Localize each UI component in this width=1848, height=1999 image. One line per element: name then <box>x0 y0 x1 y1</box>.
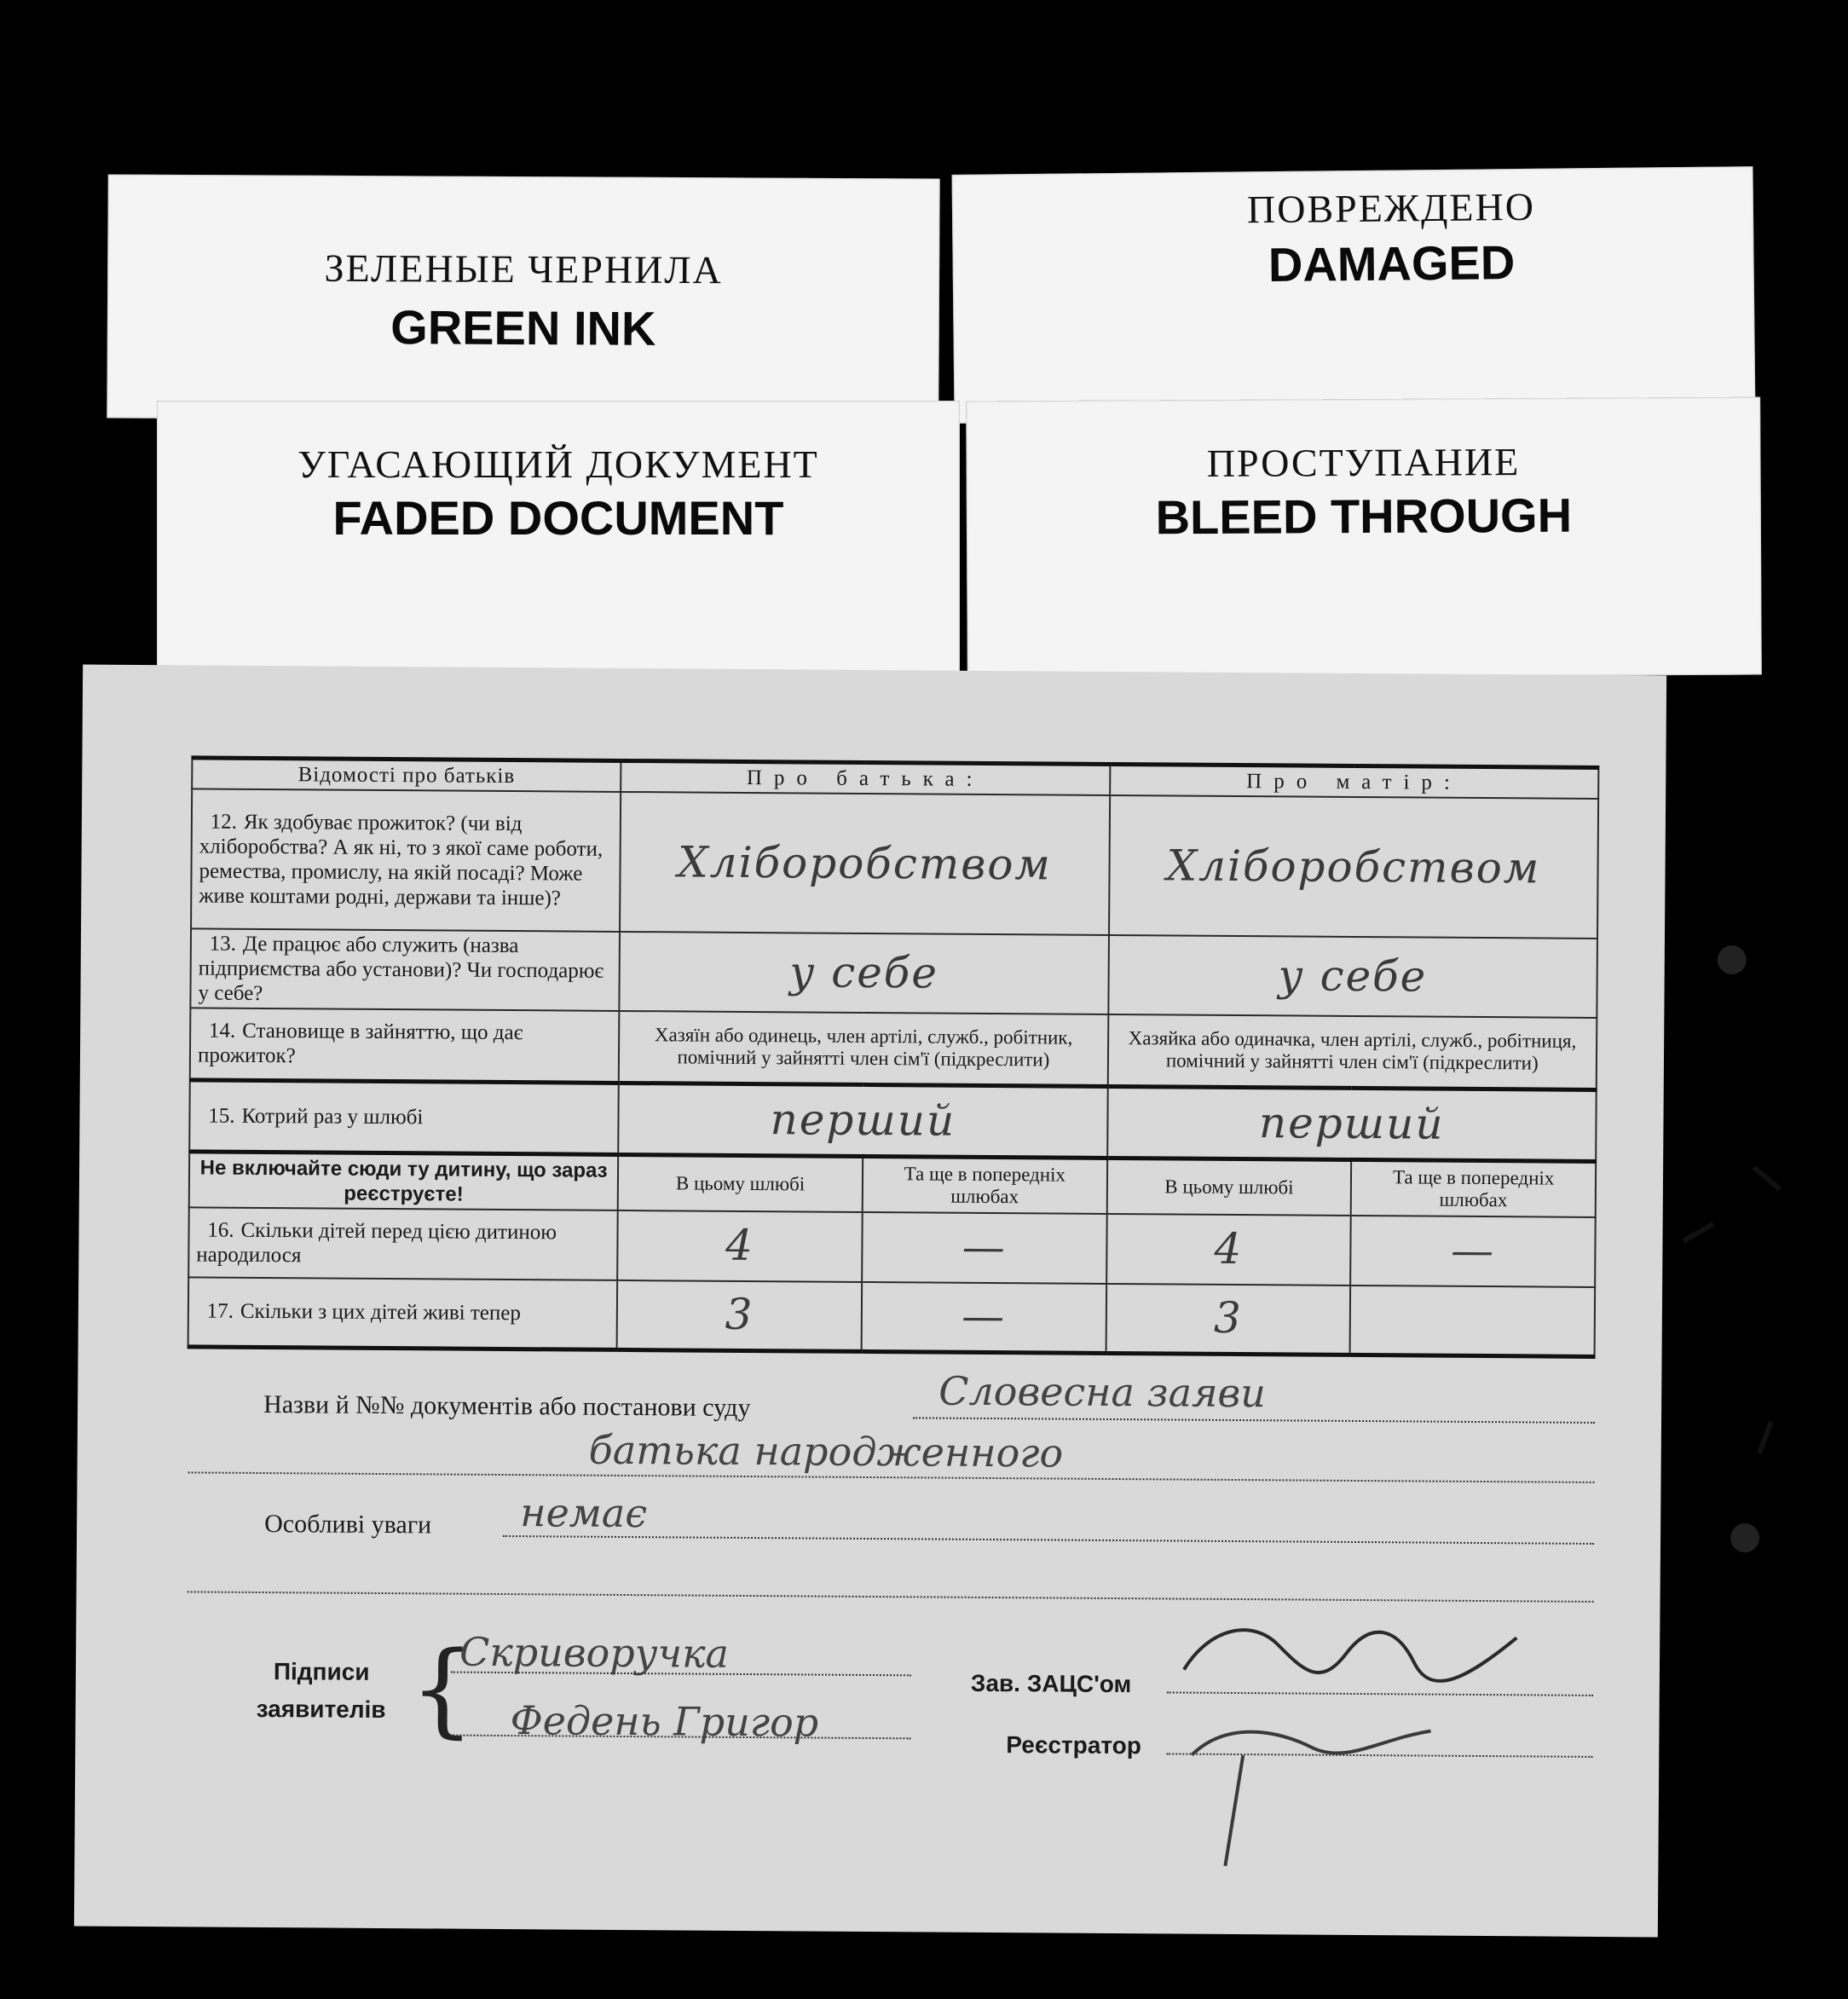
father-this-marriage-header: В цьому шлюбі <box>618 1154 863 1211</box>
father-previous-marriages-header: Та ще в попередніх шлюбах <box>863 1156 1107 1213</box>
answer-16-father-this: 4 <box>617 1210 862 1281</box>
documents-line-1 <box>913 1417 1595 1424</box>
damage-tear <box>1757 1421 1774 1455</box>
documents-value-line1: Словесна заяви <box>938 1367 1267 1417</box>
green-ink-label-ru: ЗЕЛЕНЫЕ ЧЕРНИЛА <box>324 246 723 292</box>
mother-this-marriage-header: В цьому шлюбі <box>1106 1158 1351 1215</box>
answer-13-mother: у себе <box>1108 935 1597 1018</box>
faded-label-ru: УГАСАЮЩИЙ ДОКУМЕНТ <box>297 442 819 486</box>
children-warning: Не включайте сюди ту дитину, що зараз реєструєте! <box>189 1151 619 1210</box>
damage-hole <box>1730 1523 1759 1552</box>
registrar-signature-scrawl <box>1174 1704 1464 1876</box>
answer-16-mother-this: 4 <box>1106 1213 1351 1285</box>
remarks-line-1 <box>503 1535 1594 1545</box>
table-row-q13 <box>190 928 1597 1018</box>
children-header-row <box>189 1151 1596 1216</box>
question-14: 14. Становище в зайняттю, що дає прожиток? <box>190 1008 620 1083</box>
answer-17-father-this: 3 <box>617 1280 862 1351</box>
damaged-label-card <box>951 166 1755 424</box>
documents-label: Назви й №№ документів або постанови суду <box>263 1390 751 1423</box>
damage-tear <box>1683 1222 1715 1243</box>
bleed-label-ru: ПРОСТУПАНИЕ <box>1206 440 1521 485</box>
head-signature-scrawl <box>1175 1610 1534 1707</box>
question-12: 12. Як здобуває прожиток? (чи від хліборобства? А як ні, то з якої саме роботи, ремества, промислу, на якій посаді? Може живе коштами родні, держави та інше)? <box>191 789 621 932</box>
answer-17-mother-prev <box>1350 1285 1595 1356</box>
brace-icon: { <box>409 1630 476 1749</box>
table-row-q15 <box>189 1079 1597 1161</box>
table-row-q14 <box>190 1008 1597 1089</box>
question-15: 15. Котрий раз у шлюбі <box>189 1079 619 1154</box>
answer-12-father: Хліборобством <box>620 792 1110 935</box>
parents-info-table <box>188 755 1600 1359</box>
answer-17-father-prev: — <box>862 1281 1106 1353</box>
green-ink-label-card <box>107 174 939 422</box>
faded-label-en: FADED DOCUMENT <box>332 491 784 545</box>
answer-13-father: у себе <box>620 932 1109 1014</box>
applicants-signature-label-1: Підписи <box>273 1658 370 1685</box>
damaged-label-en: DAMAGED <box>1268 235 1516 292</box>
table-row-q17 <box>188 1277 1596 1357</box>
registration-form-sheet <box>74 665 1666 1938</box>
table-row-q12 <box>191 789 1598 939</box>
damage-hole <box>1718 945 1747 974</box>
answer-16-mother-prev: — <box>1350 1215 1595 1286</box>
damage-tear <box>1753 1165 1782 1191</box>
remarks-line-2 <box>188 1591 1594 1603</box>
header-mother: Про матір: <box>1110 764 1599 799</box>
question-17: 17. Скільки з цих дітей живі тепер <box>188 1277 618 1350</box>
answer-17-mother-this: 3 <box>1106 1283 1350 1355</box>
damaged-label-ru: ПОВРЕЖДЕНО <box>1246 184 1536 232</box>
bleed-label-en: BLEED THROUGH <box>1155 488 1573 545</box>
header-parents-info: Відомості про батьків <box>192 758 621 792</box>
remarks-value: немає <box>520 1489 648 1537</box>
registrar-label: Реєстратор <box>1006 1731 1142 1759</box>
answer-14-father: Хазяїн або одинець, член артілі, служб., робітник, помічний у зайнятті член сім'ї (підкреслити) <box>619 1011 1108 1086</box>
answer-15-father: перший <box>618 1083 1107 1158</box>
answer-16-father-prev: — <box>862 1211 1106 1283</box>
answer-12-mother: Хліборобством <box>1109 795 1599 939</box>
answer-15-mother: перший <box>1107 1086 1597 1161</box>
mother-previous-marriages-header: Та ще в попередніх шлюбах <box>1351 1159 1596 1216</box>
faded-document-label-card <box>157 401 960 675</box>
question-16: 16. Скільки дітей перед цією дитиною народилося <box>188 1207 618 1280</box>
answer-14-mother: Хазяйка або одиначка, член артілі, служб., робітниця, помічний у зайнятті член сім'ї (підкреслити) <box>1107 1014 1597 1089</box>
applicant-signature-1: Скриворучка <box>459 1628 730 1677</box>
applicants-signature-label-2: заявителів <box>256 1695 386 1724</box>
head-zags-label: Зав. ЗАЦС'ом <box>970 1669 1132 1698</box>
remarks-label: Особливі уваги <box>264 1510 432 1540</box>
bleed-through-label-card <box>966 397 1762 679</box>
documents-value-line2: батька народженного <box>588 1426 1064 1476</box>
table-row-q16 <box>188 1207 1596 1287</box>
header-father: Про батька: <box>621 760 1110 795</box>
question-13: 13. Де працює або служить (назва підприємства або установи)? Чи господарює у себе? <box>190 928 620 1011</box>
applicant-signature-2: Федень Григор <box>510 1697 819 1746</box>
green-ink-label-en: GREEN INK <box>390 300 656 355</box>
